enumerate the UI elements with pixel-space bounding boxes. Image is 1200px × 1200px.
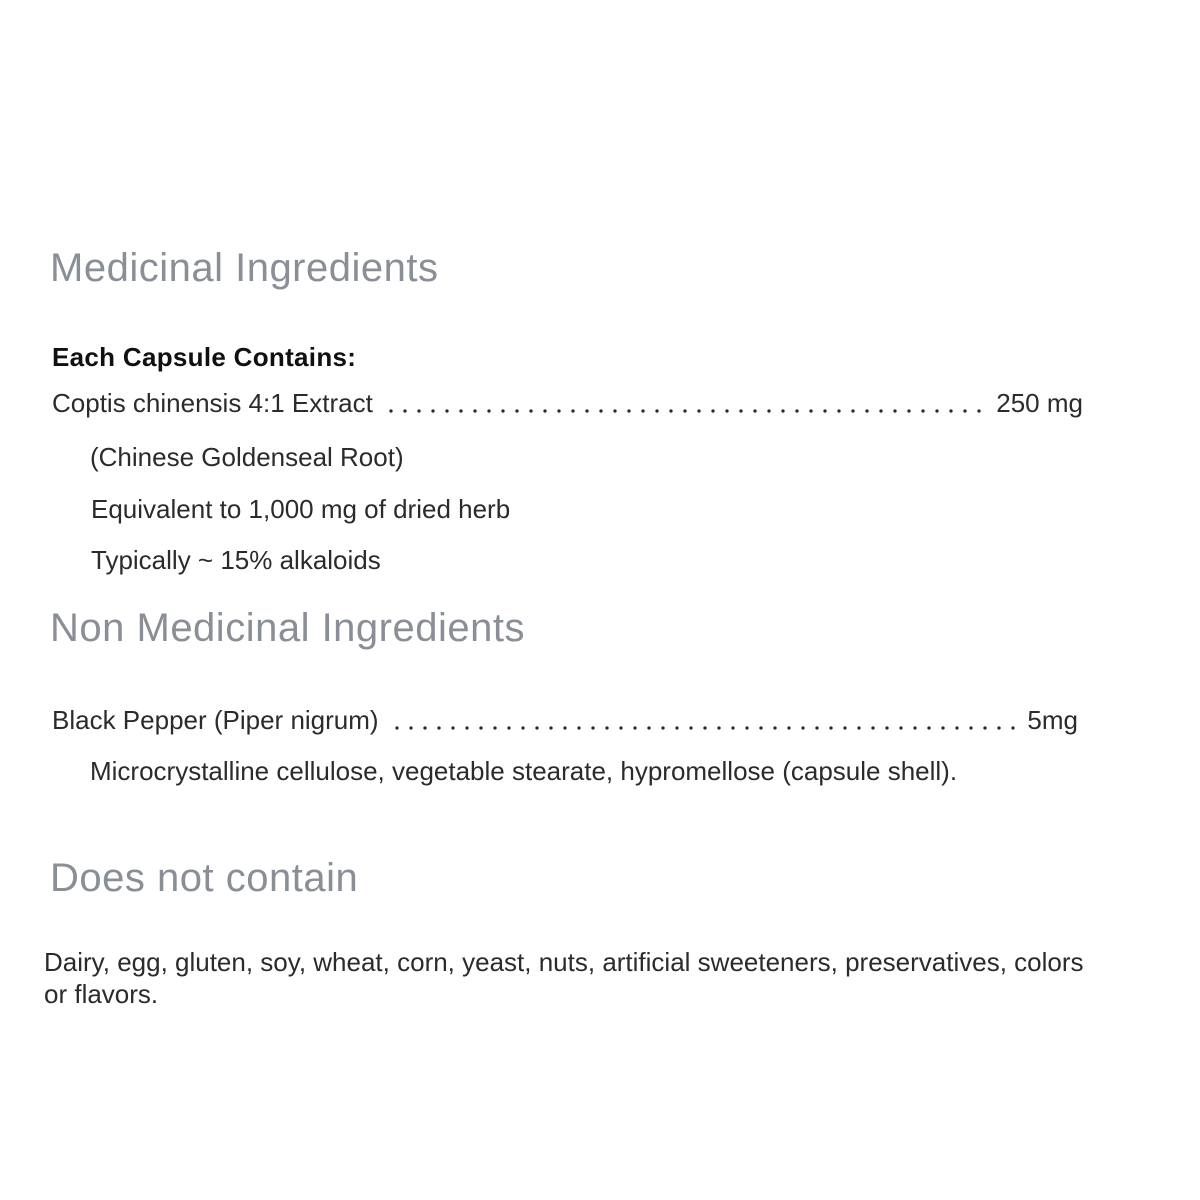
- ingredient-detail-equivalent: Equivalent to 1,000 mg of dried herb: [91, 494, 511, 524]
- ingredient-amount: 5mg: [1027, 705, 1078, 735]
- ingredient-detail-alkaloids: Typically ~ 15% alkaloids: [91, 545, 381, 575]
- non-medicinal-ingredients-heading: Non Medicinal Ingredients: [50, 606, 525, 650]
- non-medicinal-ingredient-row: [52, 705, 1078, 735]
- dot-leader: [389, 409, 984, 413]
- ingredient-name: Black Pepper (Piper nigrum): [52, 705, 379, 735]
- ingredient-name: Coptis chinensis 4:1 Extract: [52, 388, 373, 418]
- does-not-contain-text: Dairy, egg, gluten, soy, wheat, corn, yeast, nuts, artificial sweeteners, preservatives, colors or flavors.: [44, 947, 1084, 1009]
- ingredient-detail-common-name: (Chinese Goldenseal Root): [90, 442, 404, 472]
- ingredient-amount: 250 mg: [996, 388, 1083, 418]
- dot-leader: [395, 726, 1016, 730]
- non-medicinal-detail-excipients: Microcrystalline cellulose, vegetable stearate, hypromellose (capsule shell).: [90, 756, 958, 786]
- each-capsule-contains-label: Each Capsule Contains:: [52, 342, 357, 372]
- medicinal-ingredients-heading: Medicinal Ingredients: [50, 246, 439, 290]
- medicinal-ingredient-row: [52, 388, 1083, 418]
- does-not-contain-heading: Does not contain: [50, 856, 359, 900]
